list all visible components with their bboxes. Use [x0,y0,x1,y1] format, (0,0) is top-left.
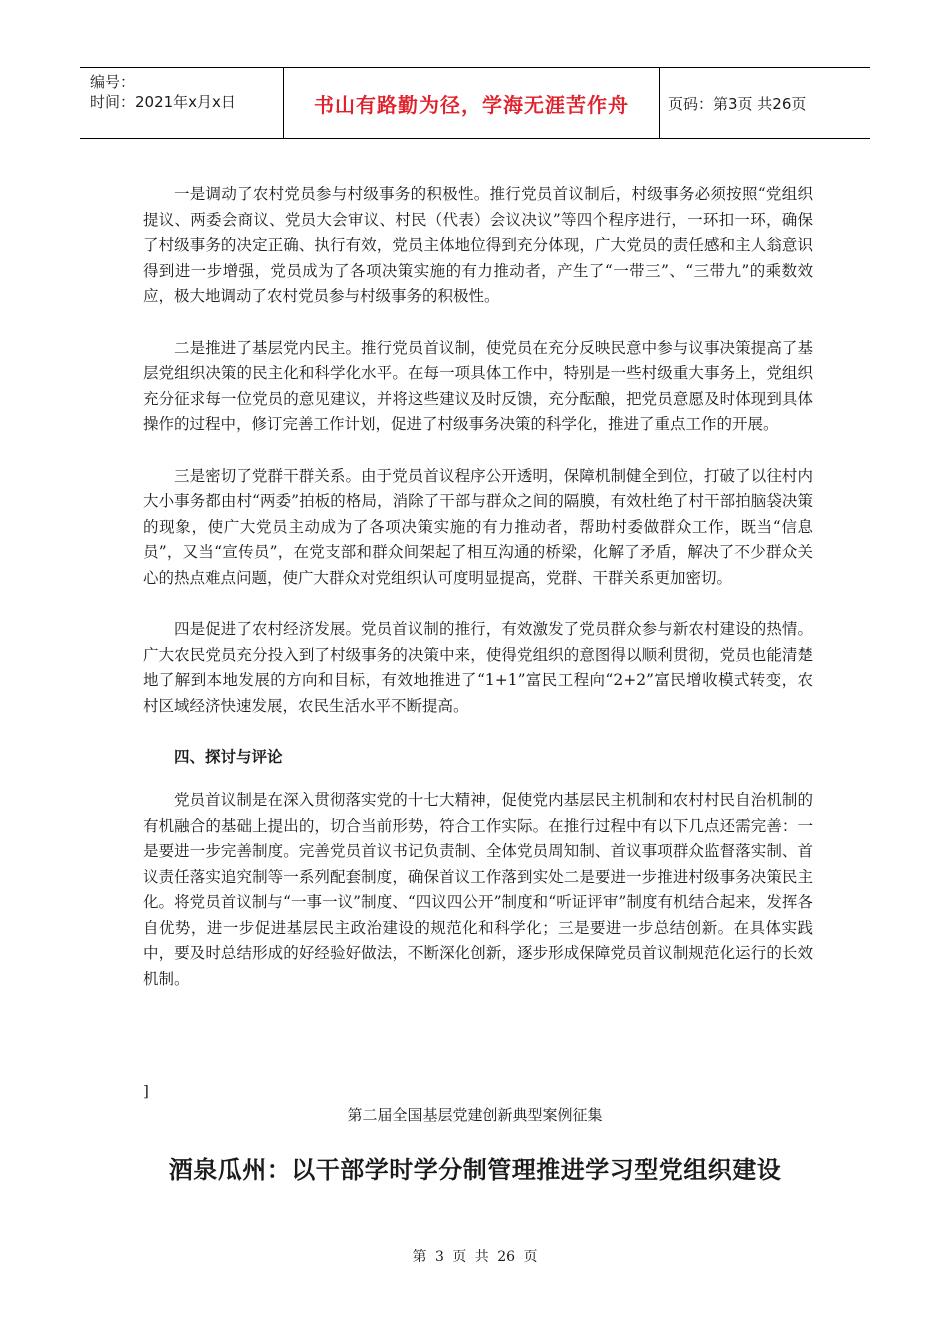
stray-bracket: ] [143,1082,149,1100]
case-title: 酒泉瓜州：以干部学时学分制管理推进学习型党组织建设 [168,1156,782,1184]
paragraph-3: 三是密切了党群干群关系。由于党员首议程序公开透明，保障机制健全到位，打破了以往村内大小事务都由村“两委”拍板的格局，消除了干部与群众之间的隔膜，有效杜绝了村干部拍脑袋决策的现象，使广大党员主动成为了各项决策实施的有力推动者，帮助村委做群众工作，既当“信息员”，又当“宣传员”，在党支部和群众间架起了相互沟通的桥梁，化解了矛盾，解决了不少群众关心的热点难点问题，使广大群众对党组织认可度明显提高，党群、干群关系更加密切。 [143,466,813,587]
header-meta [80,68,283,138]
paragraph-2: 二是推进了基层党内民主。推行党员首议制，使党员在充分反映民意中参与议事决策提高了基层党组织决策的民主化和科学化水平。在每一项具体工作中，特别是一些村级重大事务上，党组织充分征求每一位党员的意见建议，并将这些建议及时反馈，充分酝酿，把党员意愿及时体现到具体操作的过程中，修订完善工作计划，促进了村级事务决策的科学化，推进了重点工作的开展。 [143,338,813,433]
section-heading: 四、探讨与评论 [174,748,283,766]
time-label: 时间：2021年x月x日 [90,93,236,111]
document-header [80,67,870,139]
document-body [143,182,813,1018]
page-footer: 第 3 页 共 26 页 [412,1249,538,1265]
number-label: 编号： [90,73,136,91]
closing-paragraph: 党员首议制是在深入贯彻落实党的十七大精神，促使党内基层民主机制和农村村民自治机制的有机融合的基础上提出的，切合当前形势，符合工作实际。在推行过程中有以下几点还需完善：一是要进一步完善制度。完善党员首议书记负责制、全体党员周知制、首议事项群众监督落实制、首议责任落实追究制等一系列配套制度，确保首议工作落到实处二是要进一步推进村级事务决策民主化。将党员首议制与“一事一议”制度、“四议四公开”制度和“听证评审”制度有机结合起来，发挥各自优势，进一步促进基层民主政治建设的规范化和科学化；三是要进一步总结创新。在具体实践中，要及时总结形成的好经验好做法，不断深化创新，逐步形成保障党员首议制规范化运行的长效机制。 [143,791,813,988]
case-subtitle: 第二届全国基层党建创新典型案例征集 [347,1106,603,1124]
paragraph-4: 四是促进了农村经济发展。党员首议制的推行，有效激发了党员群众参与新农村建设的热情。广大农民党员充分投入到了村级事务的决策中来，使得党组织的意图得以顺利贯彻，党员也能清楚地了解到本地发展的方向和目标，有效地推进了“1+1”富民工程向“2+2”富民增收模式转变，农村区域经济快速发展，农民生活水平不断提高。 [143,620,813,715]
header-motto: 书山有路勤为径，学海无涯苦作舟 [283,68,660,138]
header-page-info: 页码：第3页 共26页 [668,94,807,113]
paragraph-1: 一是调动了农村党员参与村级事务的积极性。推行党员首议制后，村级事务必须按照“党组织提议、两委会商议、党员大会审议、村民（代表）会议决议”等四个程序进行，一环扣一环，确保了村级事务的决定正确、执行有效，党员主体地位得到充分体现，广大党员的责任感和主人翁意识得到进一步增强，党员成为了各项决策实施的有力推动者，产生了“一带三”、“三带九”的乘数效应，极大地调动了农村党员参与村级事务的积极性。 [143,185,813,305]
